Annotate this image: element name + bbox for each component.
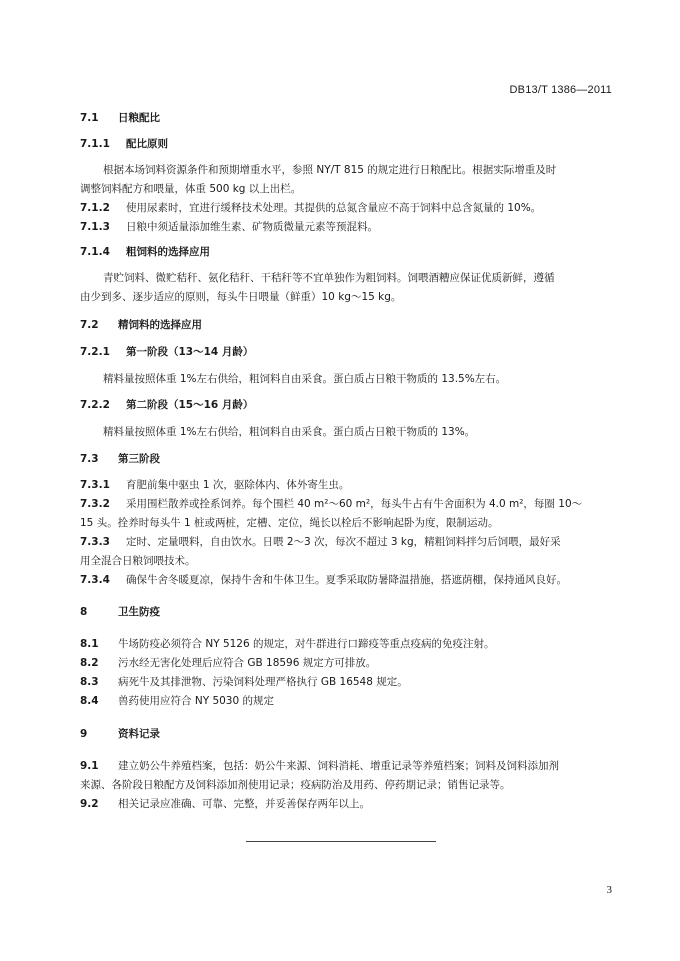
clause-8-2: 8.2 污水经无害化处理后应符合 GB 18596 规定方可排放。: [80, 657, 377, 669]
section-heading-9: 9 资料记录: [80, 728, 160, 740]
clause-9-1: 9.1 建立奶公牛养殖档案，包括：奶公牛来源、饲料消耗、增重记录等养殖档案；饲料及饲料添加剂: [80, 760, 559, 772]
clause-7-3-3: 7.3.3 定时、定量喂料，自由饮水。日喂 2～3 次，每次不超过 3 kg，精粗饲料拌匀后饲喂，最好采: [80, 536, 561, 548]
section-heading-7-2: 7.2 精饲料的选择应用: [80, 319, 202, 331]
clause-7-3-1: 7.3.1 育肥前集中驱虫 1 次，驱除体内、体外寄生虫。: [80, 479, 350, 491]
section-heading-7-1-4: 7.1.4 粗饲料的选择应用: [80, 246, 210, 258]
paragraph-line: 调整饲料配方和喂量，体重 500 kg 以上出栏。: [80, 183, 302, 195]
section-heading-7-3: 7.3 第三阶段: [80, 453, 160, 465]
paragraph-line: 来源、各阶段日粮配方及饲料添加剂使用记录；疫病防治及用药、停药期记录；销售记录等。: [80, 779, 511, 791]
clause-9-2: 9.2 相关记录应准确、可靠、完整，并妥善保存两年以上。: [80, 798, 370, 810]
paragraph-line: 青贮饲料、微贮秸秆、氨化秸秆、干秸秆等不宜单独作为粗饲料。饲喂酒糟应保证优质新鲜，遵循: [103, 272, 555, 284]
document-number: DB13/T 1386—2011: [509, 84, 612, 96]
clause-8-3: 8.3 病死牛及其排泄物、污染饲料处理严格执行 GB 16548 规定。: [80, 676, 408, 688]
clause-8-1: 8.1 牛场防疫必须符合 NY 5126 的规定，对牛群进行口蹄疫等重点疫病的免疫注射。: [80, 638, 495, 650]
paragraph-line: 15 头。拴养时每头牛 1 桩或两桩，定槽、定位，绳长以栓后不影响起卧为度，限制运动。: [80, 517, 499, 529]
paragraph-line: 精料量按照体重 1%左右供给，粗饲料自由采食。蛋白质占日粮干物质的 13.5%左右。: [103, 373, 507, 385]
clause-7-3-2: 7.3.2 采用围栏散养或拴系饲养。每个围栏 40 m²～60 m²，每头牛占有牛舍面积为 4.0 m²，每圈 10～: [80, 498, 583, 510]
paragraph-line: 精料量按照体重 1%左右供给，粗饲料自由采食。蛋白质占日粮干物质的 13%。: [103, 426, 476, 438]
clause-7-3-4: 7.3.4 确保牛舍冬暖夏凉，保持牛舍和牛体卫生。夏季采取防暑降温措施，搭遮荫棚，保持通风良好。: [80, 574, 567, 586]
end-rule: [246, 841, 436, 842]
clause-7-1-2: 7.1.2 使用尿素时，宜进行缓释技术处理。其提供的总氮含量应不高于饲料中总含氮量的 10%。: [80, 202, 542, 214]
section-heading-8: 8 卫生防疫: [80, 606, 160, 618]
section-heading-7-1: 7.1 日粮配比: [80, 112, 160, 124]
paragraph-line: 根据本场饲料资源条件和预期增重水平，参照 NY/T 815 的规定进行日粮配比。根据实际增重及时: [103, 164, 557, 176]
section-heading-7-2-1: 7.2.1 第一阶段（13～14 月龄）: [80, 346, 254, 358]
clause-8-4: 8.4 兽药使用应符合 NY 5030 的规定: [80, 695, 275, 707]
section-heading-7-2-2: 7.2.2 第二阶段（15～16 月龄）: [80, 399, 254, 411]
paragraph-line: 用全混合日粮饲喂技术。: [80, 555, 196, 567]
page-number: 3: [606, 884, 612, 896]
clause-7-1-3: 7.1.3 日粮中须适量添加维生素、矿物质微量元素等预混料。: [80, 221, 378, 233]
paragraph-line: 由少到多、逐步适应的原则，每头牛日喂量（鲜重）10 kg～15 kg。: [80, 291, 402, 303]
section-heading-7-1-1: 7.1.1 配比原则: [80, 138, 168, 150]
